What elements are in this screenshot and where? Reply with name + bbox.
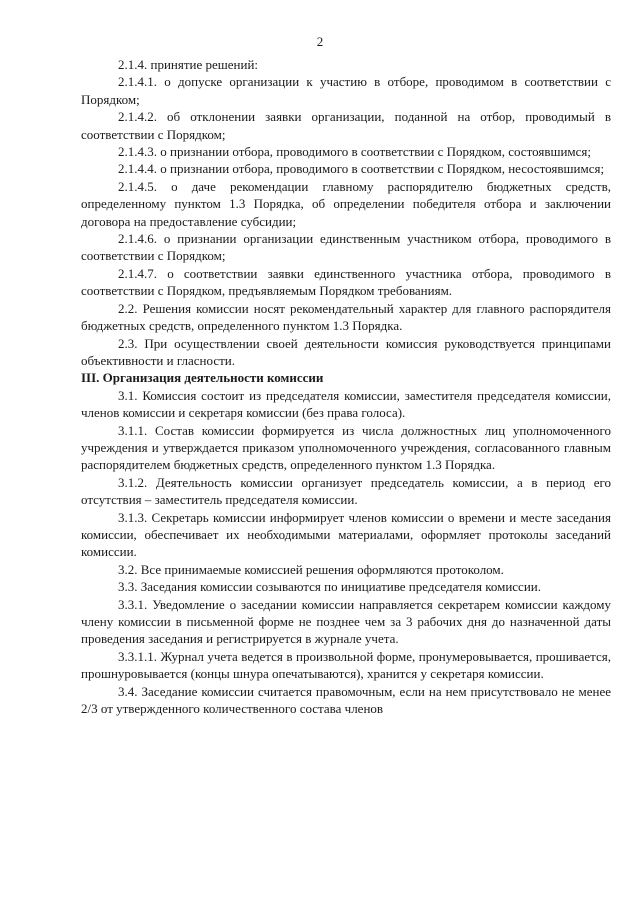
paragraph: 2.1.4.4. о признании отбора, проводимого в соответствии с Порядком, несостоявшимся; [118, 161, 605, 177]
page-number: 2 [316, 34, 324, 49]
section-2-body [81, 56, 611, 369]
paragraph: 2.1.4.1. о допуске организации к участию в отборе, проводимом в соответствии с Порядком; [81, 74, 611, 107]
paragraph: 3.1.1. Состав комиссии формируется из числа должностных лиц уполномоченного учреждения и утверждается приказом уполномоченного учреждения, согласованного главным распорядителем бюджетных средств, определенного пунктом 1.3 Порядка. [81, 422, 611, 473]
paragraph: 3.1. Комиссия состоит из председателя комиссии, заместителя председателя комиссии, членов комиссии и секретаря комиссии (без права голоса). [81, 387, 611, 421]
paragraph: 3.1.3. Секретарь комиссии информирует членов комиссии о времени и месте заседания комиссии, обеспечивает их необходимыми материалами, оформляет протоколы заседаний комиссии. [81, 509, 611, 560]
paragraph: 3.1.2. Деятельность комиссии организует председатель комиссии, а в период его отсутствия – заместитель председателя комиссии. [81, 474, 611, 508]
paragraph: 2.1.4.6. о признании организации единственным участником отбора, проводимого в соответствии с Порядком; [81, 231, 611, 264]
paragraph: 3.3. Заседания комиссии созываются по инициативе председателя комиссии. [118, 579, 541, 595]
paragraph: 2.1.4.7. о соответствии заявки единственного участника отбора, проводимого в соответствии с Порядком, предъявляемым Порядком требованиям. [81, 265, 611, 299]
paragraph: 3.4. Заседание комиссии считается правомочным, если на нем присутствовало не менее 2/3 от утвержденного количественного состава членов [81, 683, 611, 717]
paragraph: 2.1.4.2. об отклонении заявки организации, поданной на отбор, проводимый в соответствии с Порядком; [81, 109, 611, 142]
section-3-body [81, 387, 611, 718]
paragraph: 2.1.4.3. о признании отбора, проводимого в соответствии с Порядком, состоявшимся; [118, 144, 592, 160]
document-body [81, 56, 611, 717]
paragraph: 3.3.1.1. Журнал учета ведется в произвольной форме, пронумеровывается, прошивается, прошнуровывается (концы шнура опечатываются), хранится у секретаря комиссии. [81, 648, 611, 682]
paragraph: 2.2. Решения комиссии носят рекомендательный характер для главного распорядителя бюджетных средств, определенного пунктом 1.3 Порядка. [81, 300, 611, 334]
paragraph: 2.3. При осуществлении своей деятельности комиссия руководствуется принципами объективности и гласности. [81, 335, 611, 368]
paragraph: 3.2. Все принимаемые комиссией решения оформляются протоколом. [118, 561, 504, 577]
paragraph: 3.3.1. Уведомление о заседании комиссии направляется секретарем комиссии каждому члену комиссии в письменной форме не позднее чем за 3 рабочих дня до назначенной даты проведения заседания и регистрируется в журнале учета. [81, 596, 611, 647]
section-3-heading: III. Организация деятельности комиссии [81, 370, 324, 386]
paragraph: 2.1.4. принятие решений: [118, 57, 259, 72]
paragraph: 2.1.4.5. о даче рекомендации главному распорядителю бюджетных средств, определенному пунктом 1.3 Порядка, об определении победителя отбора и заключении договора на предоставление субсидии; [81, 178, 611, 229]
